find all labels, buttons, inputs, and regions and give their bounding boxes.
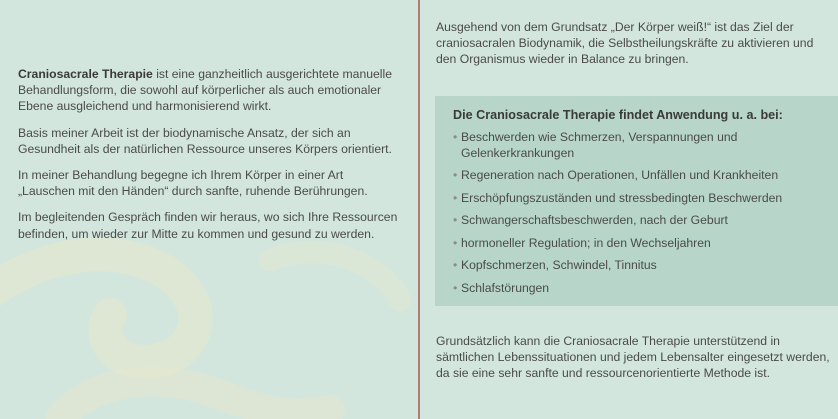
list-item: • Erschöpfungszuständen und stressbedingten Beschwerden	[453, 190, 783, 205]
list-item: • Beschwerden wie Schmerzen, Verspannungen und Gelenkerkrankungen	[453, 130, 738, 160]
list-item: • Schwangerschaftsbeschwerden, nach der Geburt	[453, 213, 728, 227]
paragraph-basis: Basis meiner Arbeit ist der biodynamische Ansatz, der sich an Gesundheit als der natürlichen Ressource unseres Körpers orientiert.	[18, 125, 392, 156]
list-item: • Regeneration nach Operationen, Unfällen und Krankheiten	[453, 168, 779, 182]
list-item: • Kopfschmerzen, Schwindel, Tinnitus	[453, 258, 657, 272]
paragraph-behandlung: In meiner Behandlung begegne ich Ihrem Körper in einer Art „Lauschen mit den Händen“ durch sanfte, ruhende Berührungen.	[18, 168, 368, 199]
intro-rest: ist eine ganzheitlich ausgerichtete manuelle Behandlungsform, die sowohl auf körperlicher als auch emotionaler Ebene ausgleichend und harmonisierend wirkt.	[18, 67, 392, 114]
bullet-icon: •	[453, 258, 458, 272]
right-closing-paragraph: Grundsätzlich kann die Craniosacrale Therapie unterstützend in sämtlichen Lebenssituationen und jedem Lebensalter eingesetzt werden, da sie eine sehr sanfte und ressourcenorientierte Methode ist.	[436, 334, 830, 381]
right-intro-paragraph: Ausgehend von dem Grundsatz „Der Körper weiß!“ ist das Ziel der craniosacralen Biodynamik, die Selbstheilungskräfte zu aktivieren und den Organismus wieder in Balance zu bringen.	[436, 20, 814, 67]
intro-strong: Craniosacrale Therapie	[18, 67, 153, 81]
applications-list	[453, 130, 838, 296]
applications-title: Die Craniosacrale Therapie findet Anwendung u. a. bei:	[453, 108, 783, 122]
applications-box	[435, 96, 838, 306]
bullet-icon: •	[453, 168, 458, 182]
bullet-icon: •	[453, 280, 458, 295]
left-text-block	[18, 66, 400, 252]
intro-paragraph	[18, 66, 400, 115]
paragraph-gespraech: Im begleitenden Gespräch finden wir heraus, wo sich Ihre Ressourcen befinden, um wieder zur Mitte zu kommen und gesund zu werden.	[18, 210, 398, 241]
right-page	[420, 0, 838, 419]
bullet-icon: •	[453, 190, 458, 205]
bullet-icon: •	[453, 213, 458, 227]
bullet-icon: •	[453, 235, 458, 250]
bullet-icon: •	[453, 130, 458, 144]
list-item: • Schlafstörungen	[453, 280, 550, 295]
list-item: • hormoneller Regulation; in den Wechseljahren	[453, 235, 711, 250]
